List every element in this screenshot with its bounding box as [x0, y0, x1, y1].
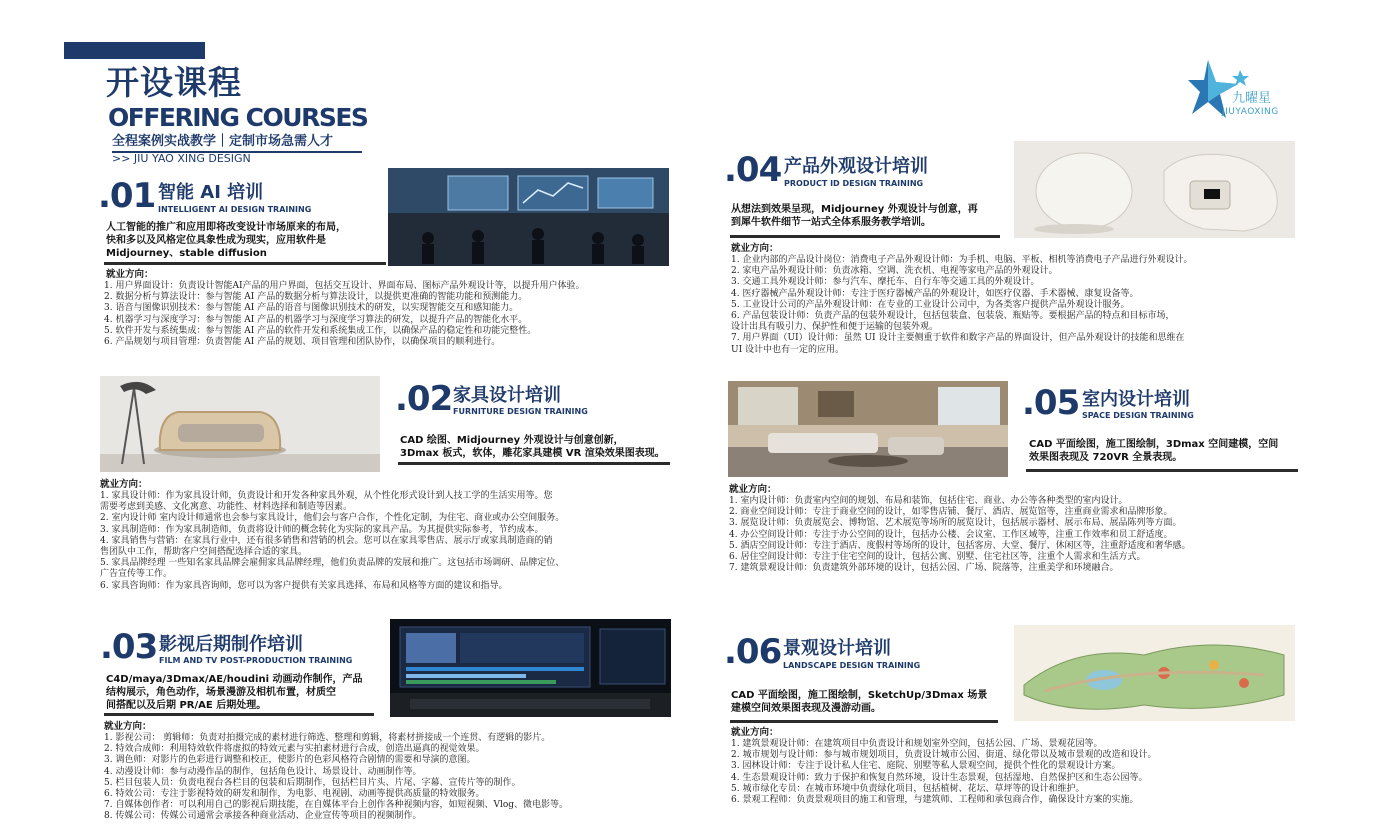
- course-04-directions: [731, 255, 1331, 356]
- course-01-title-en: INTELLIGENT AI DESIGN TRAINING: [158, 205, 312, 214]
- direction-item: 2. 数据分析与算法设计：参与智能 AI 产品的数据分析与算法设计，以提供更准确的智能功能和预测能力。: [104, 292, 528, 303]
- direction-item: 4. 动漫设计师：参与动漫作品的制作，包括角色设计、场景设计、动画制作等。: [104, 766, 422, 777]
- direction-item: 4. 机器学习与深度学习：参与智能 AI 产品的机器学习与深度学习算法的研发，以提升产品的智能化水平。: [104, 314, 528, 325]
- direction-item: UI 设计中也有一定的应用。: [731, 344, 845, 355]
- direction-item: 售团队中工作，帮助客户空间搭配选择合适的家具。: [100, 547, 308, 558]
- page-tagline: 全程案例实战教学｜定制市场急需人才: [112, 134, 334, 149]
- direction-item: 1. 企业内部的产品设计岗位：消费电子产品外观设计师：为手机、电脑、平板、相机等消费电子产品进行外观设计。: [731, 255, 1193, 265]
- direction-item: 6. 产品包装设计师：负责产品的包装外观设计，包括包装盒、包装袋、瓶贴等。要根据产品的特点和目标市场，: [731, 311, 1175, 322]
- direction-item: 4. 医疗器械产品外观设计师：专注于医疗器械产品的外观设计，如医疗仪器、手术器械、康复设备等。: [731, 288, 1139, 299]
- direction-item: 7. 建筑景观设计师：负责建筑外部环境的设计，包括公园、广场、院落等，注重美学和环境融合。: [729, 563, 1119, 574]
- direction-item: 5. 工业设计公司的产品外观设计师：在专业的工业设计公司中，为各类客户提供产品外观设计服务。: [731, 299, 1130, 310]
- course-06-number: .06: [724, 632, 782, 672]
- course-03-directions: [104, 733, 694, 823]
- direction-item: 4. 生态景观设计师：致力于保护和恢复自然环境，设计生态景观，包括湿地、自然保护区和生态公园等。: [731, 772, 1148, 783]
- direction-item: 1. 影视公司： 剪辑师：负责对拍摄完成的素材进行筛选、整理和剪辑，将素材拼接成一个连贯、有逻辑的影片。: [104, 733, 551, 743]
- course-05-number: .05: [1022, 383, 1080, 423]
- direction-item: 4. 家具销售与营销：在家具行业中，还有很多销售和营销的机会。您可以在家具零售店、展示厅或家具制造商的销: [100, 535, 553, 546]
- course-06-divider: [730, 720, 998, 723]
- logo-name-cn: 九曜星: [1232, 91, 1272, 106]
- direction-item: 广告宣传等工作。: [100, 569, 173, 580]
- direction-item: 3. 展览设计师：负责展览会、博物馆、艺术展览等场所的展览设计，包括展示器材、展示布局、展品陈列等方面。: [729, 518, 1182, 529]
- direction-item: 1. 用户界面设计：负责设计智能AI产品的用户界面，包括交互设计、界面布局、图标产品外观设计等，以提升用户体验。: [104, 281, 585, 291]
- course-01-divider: [104, 262, 386, 265]
- course-06-intro: CAD 平面绘图，施工图绘制，SketchUp/3Dmax 场景 建模空间效果图表现及漫游动画。: [731, 690, 988, 714]
- course-04-title-en: PRODUCT ID DESIGN TRAINING: [784, 179, 924, 188]
- direction-item: 1. 家具设计师：作为家具设计师，负责设计和开发各种家具外观，从个性化形式设计到人技工学的生活实用等。您: [100, 491, 553, 501]
- course-02-divider: [398, 462, 670, 465]
- course-01-title-cn: 智能 AI 培训: [158, 182, 264, 203]
- direction-item: 6. 居住空间设计师：专注于住宅空间的设计，包括公寓、别墅、住宅社区等，注重个人需求和生活方式。: [729, 552, 1146, 563]
- direction-item: 6. 景观工程师：负责景观项目的施工和管理，与建筑师、工程师和承包商合作，确保设计方案的实施。: [731, 795, 1139, 806]
- direction-item: 3. 调色师：对影片的色彩进行调整和校正，使影片的色彩风格符合剧情的需要和导演的意图。: [104, 755, 476, 766]
- direction-item: 6. 产品规划与项目管理：负责智能 AI 产品的规划、项目管理和团队协作，以确保项目的顺利进行。: [104, 337, 501, 348]
- course-02-title-cn: 家具设计培训: [453, 385, 561, 406]
- direction-item: 3. 家具制造师：作为家具制造师，负责将设计师的概念转化为实际的家具产品。为其提供实际参考，节约成本。: [100, 524, 544, 535]
- page-title-en: OFFERING COURSES: [108, 103, 368, 132]
- course-03-title-cn: 影视后期制作培训: [159, 634, 303, 655]
- direction-item: 2. 商业空间设计师：专注于商业空间的设计，如零售店铺、餐厅、酒店、展览馆等，注重商业需求和品牌形象。: [729, 507, 1173, 518]
- course-06-title-en: LANDSCAPE DESIGN TRAINING: [783, 661, 921, 670]
- course-01-image: [388, 168, 669, 266]
- direction-item: 1. 建筑景观设计师：在建筑项目中负责设计和规划室外空间，包括公园、广场、景观花园等。: [731, 739, 1103, 749]
- direction-item: 5. 家具品牌经理 一些知名家具品牌会雇佣家具品牌经理，他们负责品牌的发展和推广。这包括市场调研、品牌定位、: [100, 558, 565, 569]
- course-03-direction-label: 就业方向：: [104, 721, 152, 732]
- course-02-title-en: FURNITURE DESIGN TRAINING: [453, 407, 588, 416]
- direction-item: 8. 传媒公司：传媒公司通常会承接各种商业活动、企业宣传等项目的视频制作。: [104, 811, 422, 822]
- course-05-title-en: SPACE DESIGN TRAINING: [1082, 411, 1194, 420]
- course-02-number: .02: [395, 379, 453, 419]
- course-03-number: .03: [100, 627, 158, 667]
- course-02-directions: [100, 491, 690, 592]
- course-03-intro: C4D/maya/3Dmax/AE/houdini 动画动作制作，产品 结构展示，角色动作，场景漫游及相机布置，材质空 间搭配以及后期 PR/AE 后期处理。: [106, 674, 363, 711]
- page-title-cn: 开设课程: [106, 63, 242, 102]
- course-04-direction-label: 就业方向：: [731, 243, 779, 254]
- course-05-direction-label: 就业方向：: [729, 484, 777, 495]
- direction-item: 7. 用户界面（UI）设计师：虽然 UI 设计主要侧重于软件和数字产品的界面设计，但产品外观设计的技能和思维在: [731, 333, 1185, 344]
- course-06-directions: [731, 739, 1321, 806]
- direction-item: 7. 自媒体创作者：可以利用自己的影视后期技能，在自媒体平台上创作各种视频内容，如短视频、Vlog、微电影等。: [104, 800, 569, 811]
- direction-item: 6. 家具咨询师：作为家具咨询师，您可以为客户提供有关家具选择、布局和风格等方面的建议和指导。: [100, 580, 508, 591]
- course-05-image: [728, 381, 1008, 477]
- course-01-intro: 人工智能的推广和应用即将改变设计市场原来的布局， 快和多以及风格定位具象性成为现实，应用软件是 Midjourney、stable diffusion: [106, 222, 346, 259]
- course-05-intro: CAD 平面绘图，施工图绘制，3Dmax 空间建模，空间 效果图表现及 720VR 全景表现。: [1029, 439, 1279, 463]
- header-accent-bar: [64, 42, 205, 59]
- direction-item: 5. 城市绿化专员：在城市环境中负责绿化项目，包括植树、花坛、草坪等的设计和维护。: [731, 783, 1085, 794]
- course-04-title-cn: 产品外观设计培训: [784, 156, 928, 177]
- brand-name: >> JIU YAO XING DESIGN: [112, 152, 251, 165]
- direction-item: 2. 特效合成师：利用特效软件将虚拟的特效元素与实拍素材进行合成，创造出逼真的视觉效果。: [104, 744, 485, 755]
- course-04-image: [1014, 141, 1295, 238]
- course-02-intro: CAD 绘图、Midjourney 外观设计与创意创新， 3Dmax 板式，软体，雕花家具建模 VR 渲染效果图表现。: [400, 435, 665, 459]
- direction-item: 4. 办公空间设计师：专注于办公空间的设计，包括办公楼、会议室、工作区域等，注重工作效率和员工舒适度。: [729, 529, 1173, 540]
- direction-item: 2. 家电产品外观设计师：负责冰箱、空调、洗衣机、电视等家电产品的外观设计。: [731, 266, 1058, 277]
- course-03-divider: [104, 713, 374, 716]
- course-02-image: [100, 376, 380, 472]
- direction-item: 5. 软件开发与系统集成：参与智能 AI 产品的软件开发和系统集成工作，以确保产品的稳定性和功能完整性。: [104, 325, 537, 336]
- course-03-title-en: FILM AND TV POST-PRODUCTION TRAINING: [159, 656, 353, 665]
- course-06-direction-label: 就业方向：: [731, 727, 779, 738]
- direction-item: 6. 特效公司：专注于影视特效的研发和制作，为电影、电视剧、动画等提供高质量的特效服务。: [104, 789, 485, 800]
- direction-item: 设计出具有吸引力、保护性和便于运输的包装外观。: [731, 322, 939, 333]
- course-01-direction-label: 就业方向：: [106, 269, 154, 280]
- course-03-image: [390, 619, 671, 717]
- logo-name-en: JIUYAOXING: [1222, 107, 1279, 117]
- direction-item: 3. 园林设计师：专注于设计私人住宅、庭院、别墅等私人景观空间，提供个性化的景观设计方案。: [731, 761, 1121, 772]
- course-02-direction-label: 就业方向：: [100, 479, 148, 490]
- direction-item: 5. 栏目包装人员：负责电视台各栏目的包装和后期制作，包括栏目片头、片尾、字幕、宣传片等的制作。: [104, 777, 521, 788]
- course-05-title-cn: 室内设计培训: [1082, 389, 1190, 410]
- direction-item: 3. 交通工具外观设计师：参与汽车、摩托车、自行车等交通工具的外观设计。: [731, 277, 1040, 288]
- course-06-title-cn: 景观设计培训: [783, 638, 891, 659]
- course-06-image: [1014, 625, 1295, 721]
- course-04-divider: [730, 235, 1000, 238]
- course-01-number: .01: [98, 176, 156, 216]
- course-05-directions: [729, 496, 1319, 574]
- direction-item: 2. 城市规划与设计师：参与城市规划项目，负责设计城市公园、街道、绿化带以及城市景观的改造和设计。: [731, 750, 1157, 761]
- course-01-directions: [104, 281, 684, 348]
- direction-item: 2. 室内设计师 室内设计师通常也会参与家具设计，他们会与客户合作，个性化定制，为住宅、商业或办公空间服务。: [100, 513, 565, 524]
- course-05-divider: [1026, 469, 1298, 472]
- direction-item: 需要考虑到美感、文化寓意、功能性、材料选择和制造等因素。: [100, 502, 353, 513]
- course-04-number: .04: [724, 150, 782, 190]
- course-04-intro: 从想法到效果呈现，Midjourney 外观设计与创意，再 到犀牛软件细节一站式全体系服务教学培训。: [731, 204, 978, 228]
- direction-item: 3. 语音与图像识别技术：参与智能 AI 产品的语音与图像识别技术的研发，以实现智能交互和感知能力。: [104, 303, 519, 314]
- direction-item: 1. 室内设计师：负责室内空间的规划、布局和装饰，包括住宅、商业、办公等各种类型的室内设计。: [729, 496, 1128, 506]
- direction-item: 5. 酒店空间设计师：专注于酒店、度假村等场所的设计，包括客房、大堂、餐厅、休闲区等，注重舒适度和奢华感。: [729, 540, 1191, 551]
